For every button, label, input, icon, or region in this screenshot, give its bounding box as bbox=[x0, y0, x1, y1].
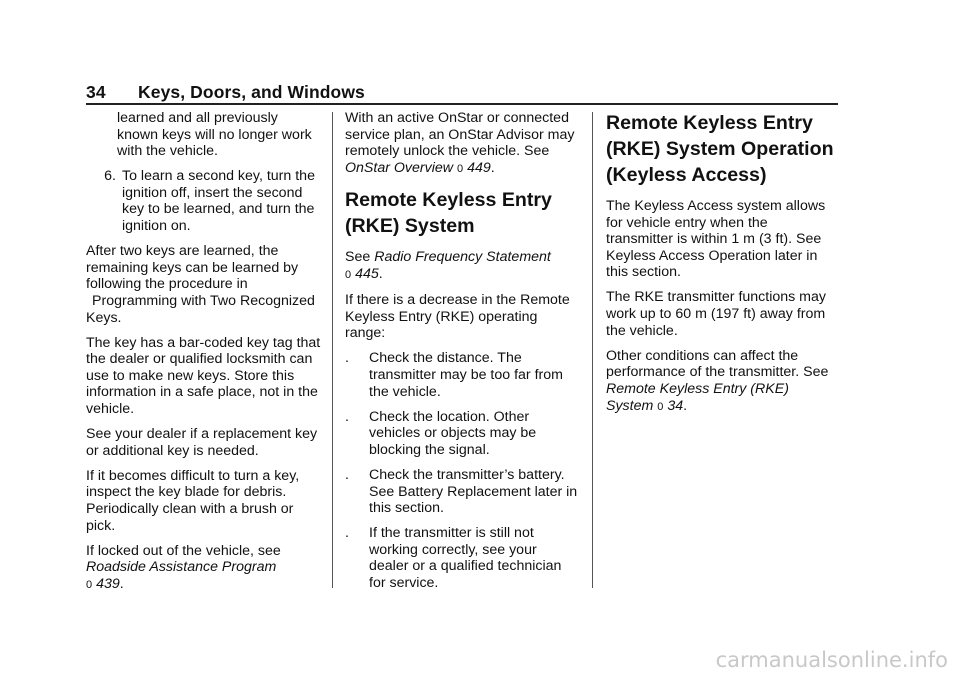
paragraph bbox=[86, 243, 322, 326]
page-ref-icon: 0 bbox=[86, 578, 93, 591]
bullet-text: Check the location. Other vehicles or objects may be blocking the signal. bbox=[369, 408, 537, 458]
list-item-text: To learn a second key, turn the ignition off, insert the second key to be learned, and turn the ignition on. bbox=[122, 168, 315, 235]
page-reference[interactable] bbox=[86, 576, 120, 592]
column-divider bbox=[332, 112, 333, 588]
page-number: 34 bbox=[86, 82, 106, 102]
page-ref-number: 439 bbox=[96, 575, 120, 592]
section-heading: Remote Keyless Entry (RKE) System Operation (Keyless Access) bbox=[606, 112, 834, 186]
paragraph: The key has a bar-coded key tag that the dealer or qualified locksmith can use to make new keys. Store this information in a safe place, not in the vehicle. bbox=[86, 334, 321, 417]
page-ref-number: 34 bbox=[667, 397, 684, 414]
punctuation: . bbox=[119, 575, 124, 592]
column-1 bbox=[86, 110, 322, 602]
bullet-item bbox=[345, 350, 580, 400]
bullet-text: If the transmitter is still not working correctly, see your dealer or a qualified technician for service. bbox=[369, 525, 562, 591]
page-reference[interactable] bbox=[657, 398, 683, 414]
page-ref-number: 445 bbox=[355, 265, 379, 282]
list-item-6 bbox=[86, 168, 322, 234]
page-reference[interactable] bbox=[345, 266, 379, 282]
paragraph bbox=[606, 348, 838, 415]
paragraph-text: If locked out of the vehicle, see bbox=[86, 542, 281, 559]
page-header bbox=[86, 82, 838, 103]
list-item-continuation: learned and all previously known keys will no longer work with the vehicle. bbox=[117, 110, 312, 160]
bullet-icon: . bbox=[345, 408, 349, 425]
bullet-item bbox=[345, 409, 580, 459]
bullet-text: Check the distance. The transmitter may be too far from the vehicle. bbox=[369, 350, 563, 400]
paragraph-text: After two keys are learned, the remaining keys can be learned by following the procedure in bbox=[86, 243, 299, 293]
bullet-icon: . bbox=[345, 350, 349, 367]
punctuation: . bbox=[490, 159, 495, 176]
page-link[interactable]: Roadside Assistance Program bbox=[86, 559, 277, 576]
header-rule bbox=[86, 103, 838, 105]
section-title: Keys, Doors, and Windows bbox=[138, 82, 365, 102]
paragraph bbox=[345, 110, 580, 177]
page-ref-icon: 0 bbox=[657, 400, 664, 413]
bullet-text: Check the transmitter’s battery. See Battery Replacement later in this section. bbox=[369, 466, 578, 517]
paragraph-text: See bbox=[345, 249, 371, 266]
list-item-number: 6. bbox=[104, 168, 116, 185]
cross-reference: Programming with Two Recognized Keys. bbox=[86, 292, 315, 326]
paragraph bbox=[86, 543, 322, 594]
page-ref-number: 449 bbox=[467, 159, 491, 176]
paragraph: The Keyless Access system allows for vehicle entry when the transmitter is within 1 m (3 ft). See Keyless Access Operation later in this section. bbox=[606, 198, 826, 281]
paragraph: The RKE transmitter functions may work up to 60 m (197 ft) away from the vehicle. bbox=[606, 289, 826, 339]
bullet-item bbox=[345, 467, 580, 517]
column-divider bbox=[592, 112, 593, 588]
page-reference[interactable] bbox=[457, 160, 491, 176]
paragraph-text: Other conditions can affect the performance of the transmitter. See bbox=[606, 347, 829, 381]
watermark: carmanualsonline.info bbox=[715, 648, 948, 672]
page-link[interactable]: Remote Keyless Entry (RKE) System bbox=[606, 380, 789, 414]
column-3 bbox=[606, 110, 838, 424]
column-2 bbox=[345, 110, 580, 600]
paragraph bbox=[345, 249, 580, 283]
punctuation: . bbox=[683, 397, 688, 414]
bullet-icon: . bbox=[345, 466, 349, 483]
page-ref-icon: 0 bbox=[345, 268, 352, 281]
bullet-icon: . bbox=[345, 525, 349, 542]
paragraph: See your dealer if a replacement key or additional key is needed. bbox=[86, 426, 318, 459]
paragraph-text: With an active OnStar or connected service plan, an OnStar Advisor may remotely unlock the vehicle. See bbox=[345, 110, 575, 160]
page-link[interactable]: Radio Frequency Statement bbox=[374, 249, 551, 266]
paragraph: If there is a decrease in the Remote Keyless Entry (RKE) operating range: bbox=[345, 292, 570, 342]
page-ref-icon: 0 bbox=[456, 162, 464, 175]
paragraph: If it becomes difficult to turn a key, inspect the key blade for debris. Periodically clean with a brush or pick. bbox=[86, 467, 300, 534]
bullet-item bbox=[345, 525, 580, 591]
section-heading: Remote Keyless Entry (RKE) System bbox=[345, 189, 552, 238]
page-link[interactable]: OnStar Overview bbox=[345, 159, 454, 176]
punctuation: . bbox=[378, 265, 383, 282]
